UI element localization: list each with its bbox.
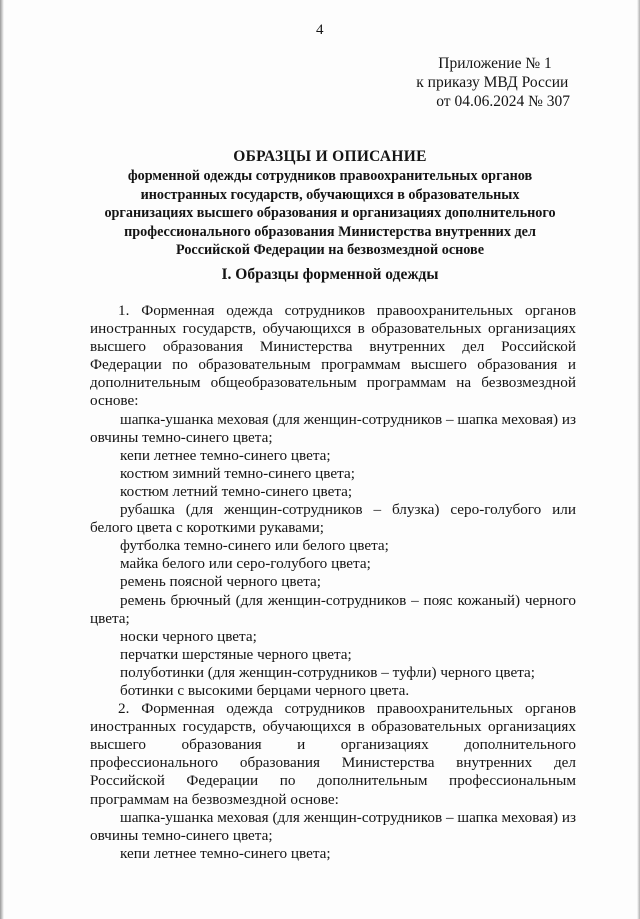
- list-item: носки черного цвета;: [120, 627, 257, 645]
- list-item: костюм зимний темно-синего цвета;: [120, 464, 355, 482]
- list-item: костюм летний темно-синего цвета;: [120, 482, 353, 500]
- list-item: перчатки шерстяные черного цвета;: [120, 645, 352, 663]
- subtitle-line: форменной одежды сотрудников правоохранительных органов: [127, 168, 533, 184]
- list-item: кепи летнее темно-синего цвета;: [120, 844, 331, 862]
- appendix-line-1: Приложение № 1: [438, 55, 552, 72]
- list-item: полуботинки (для женщин-сотрудников – туфли) черного цвета;: [120, 663, 535, 681]
- document-body: [90, 302, 576, 863]
- appendix-line-3: от 04.06.2024 № 307: [436, 93, 570, 110]
- scan-edge-left: [0, 0, 4, 919]
- list-item: шапка-ушанка меховая (для женщин-сотрудников – шапка меховая) из овчины темно-синего цвета;: [90, 410, 576, 446]
- title-subtitle: [80, 167, 580, 260]
- paragraph-2-intro: 2. Форменная одежда сотрудников правоохранительных органов иностранных государств, обучающихся в образовательных организациях высшего образования и организациях дополнительного профессионального образования Министерства внутренних дел Российской Федерации по дополнительным профессиональным программам на безвозмездной основе:: [90, 700, 576, 808]
- list-item: кепи летнее темно-синего цвета;: [120, 446, 331, 464]
- list-item: ботинки с высокими берцами черного цвета.: [120, 681, 410, 699]
- title-main: ОБРАЗЦЫ И ОПИСАНИЕ: [233, 148, 427, 165]
- document-title: [80, 147, 580, 260]
- subtitle-line: иностранных государств, обучающихся в образовательных: [140, 186, 520, 203]
- section-heading: I. Образцы форменной одежды: [221, 266, 439, 283]
- list-item: ремень брючный (для женщин-сотрудников – пояс кожаный) черного цвета;: [90, 591, 576, 627]
- subtitle-line: организациях высшего образования и организациях дополнительного: [104, 205, 556, 221]
- list-item: футболка темно-синего или белого цвета;: [120, 537, 389, 555]
- list-item: майка белого или серо-голубого цвета;: [120, 555, 371, 573]
- page-number: 4: [316, 22, 324, 38]
- appendix-line-2: к приказу МВД России: [416, 74, 569, 91]
- subtitle-line: профессионального образования Министерства внутренних дел: [124, 223, 536, 240]
- list-item: рубашка (для женщин-сотрудников – блузка) серо-голубого или белого цвета с короткими рукавами;: [90, 501, 576, 537]
- list-item: шапка-ушанка меховая (для женщин-сотрудников – шапка меховая) из овчины темно-синего цвета;: [90, 808, 576, 844]
- paragraph-1-intro: 1. Форменная одежда сотрудников правоохранительных органов иностранных государств, обучающихся в образовательных организациях высшего образования Министерства внутренних дел Российской Федерации по образовательным программам высшего образования и дополнительным общеобразовательным программам на безвозмездной основе:: [90, 302, 576, 410]
- subtitle-line: Российской Федерации на безвозмездной основе: [176, 242, 484, 258]
- list-item: ремень поясной черного цвета;: [120, 573, 322, 591]
- appendix-header: [416, 54, 570, 111]
